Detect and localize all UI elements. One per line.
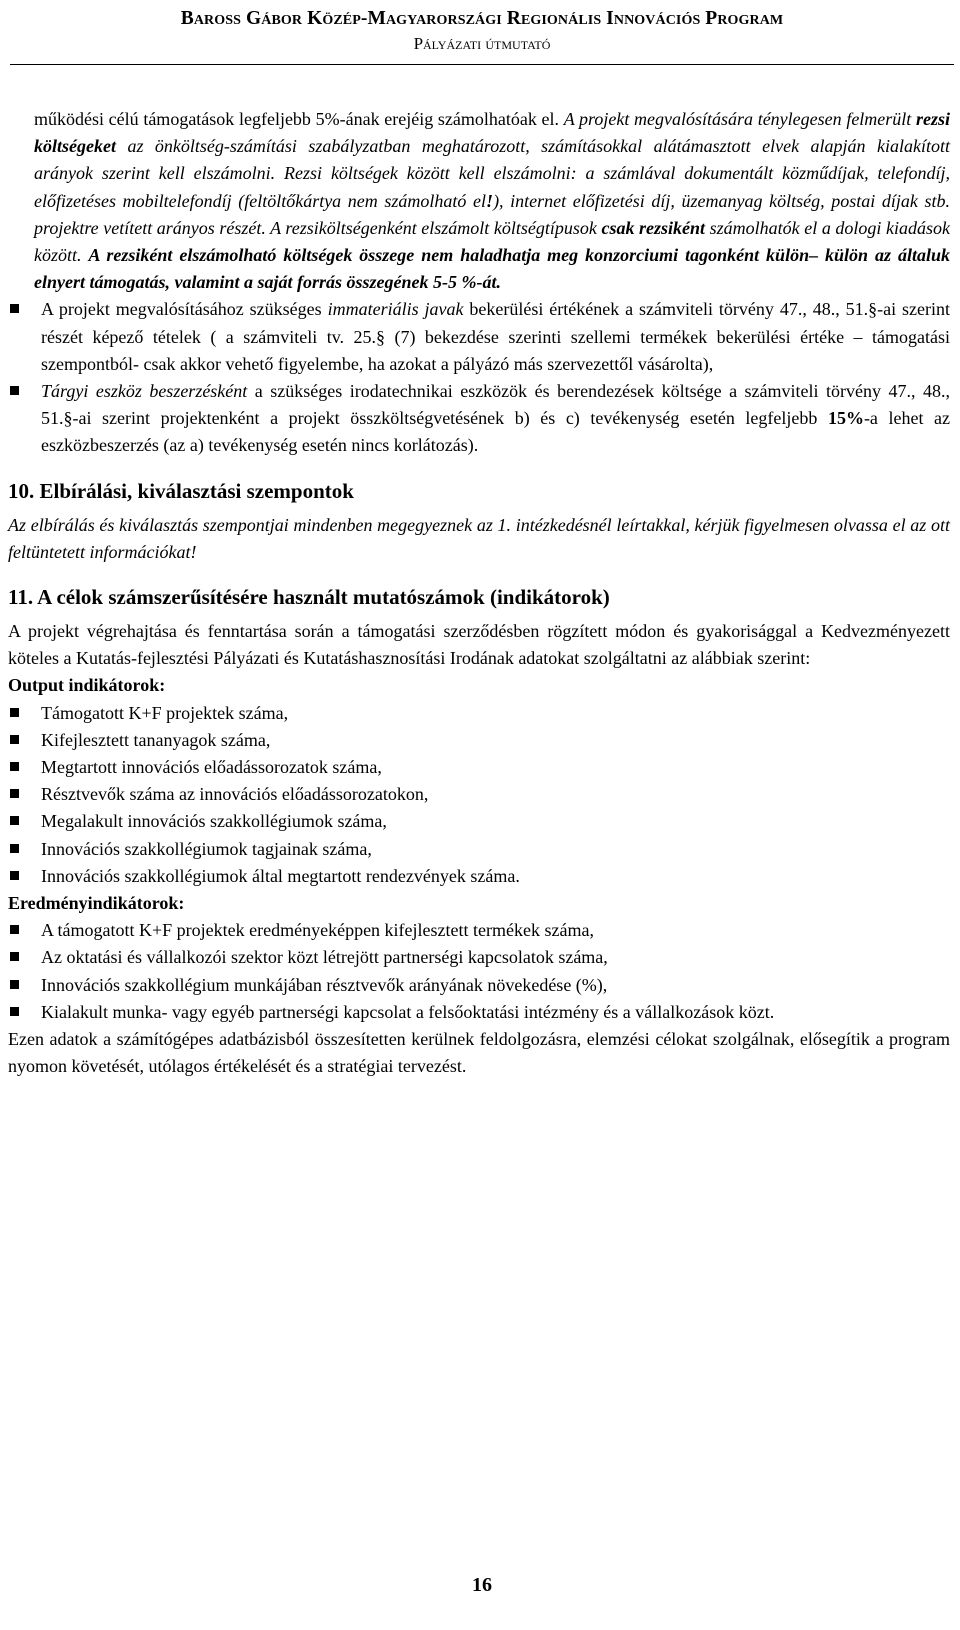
section-11-intro: A projekt végrehajtása és fenntartása során a támogatási szerződésben rögzített módon és gyakorisággal a Kedvezményezett köteles a Kutatás-fejlesztési Pályázati és Kutatáshasznosítási Irodának adatokat szolgáltatni az alábbiak szerint: [8,621,950,669]
section-10-heading: 10. Elbírálási, kiválasztási szempontok [8,478,354,503]
cost-bullet-list [8,296,950,459]
text-run: A projekt megvalósításához szükséges [41,299,328,320]
section-11-heading: 11. A célok számszerűsítésére használt mutatószámok (indikátorok) [8,585,610,610]
text-run: A projekt megvalósítására ténylegesen felmerült [563,109,916,129]
document-page [8,0,956,1630]
list-item: Megalakult innovációs szakkollégiumok száma, [8,808,950,835]
result-indicators-label: Eredményindikátorok: [8,893,185,914]
emphasis-percent: 15% [827,408,864,429]
list-item: Kialakult munka- vagy egyéb partnerségi kapcsolat a felsőoktatási intézmény és a vállalkozások közt. [8,999,950,1026]
list-item: Megtartott innovációs előadássorozatok száma, [8,754,950,781]
text-run: Az elbírálás és kiválasztás szempontjai mindenben megegyeznek az 1. intézkedésnél leírtakkal, kérjük figyelmesen olvassa el az ott feltüntetett információkat! [8,514,950,562]
output-indicator-list [8,700,950,890]
closing-paragraph: Ezen adatok a számítógépes adatbázisból összesítetten kerülnek feldolgozásra, elemzési célokat szolgálnak, elősegítik a program nyomon követését, utólagos értékelését és a stratégiai tervezést. [8,1029,950,1077]
emphasis-overhead-only: csak rezsiként [601,217,706,238]
text-run: -a lehet az eszközbeszerzés (az a) tevékenység esetén nincs korlátozás). [41,408,950,456]
list-item [8,378,950,460]
list-item: Innovációs szakkollégium munkájában résztvevők arányának növekedése (%), [8,972,950,999]
emphasis-exclamation: ! [486,190,494,211]
output-indicators-label: Output indikátorok: [8,675,166,696]
text-run: a szükséges irodatechnikai eszközök és berendezések költsége a számviteli törvény 47., 48., 51.§-ai szerint projektenként a projekt összköltségvetésének b) és c) tevékenység esetén legfeljebb [41,381,950,429]
page-content [8,106,950,1081]
list-item: Innovációs szakkollégiumok által megtartott rendezvények száma. [8,863,950,890]
emphasis-limit: A rezsiként elszámolható költségek összege nem haladhatja meg konzorciumi tagonként külön– külön az általuk elnyert támogatás, valamint a saját forrás összegének 5-5 %-át. [34,245,950,293]
document-subtitle: Pályázati útmutató [413,34,551,53]
text-run: ), internet előfizetési díj, üzemanyag költség, postai díjak stb. projektre vetített arányos részét. A rezsiköltségenként elszámolt költségtípusok [34,190,950,238]
list-item: A támogatott K+F projektek eredményeképpen kifejlesztett termékek száma, [8,917,950,944]
list-item: Innovációs szakkollégiumok tagjainak száma, [8,836,950,863]
emphasis-tangible: Tárgyi eszköz beszerzésként [41,381,248,402]
list-item: Támogatott K+F projektek száma, [8,700,950,727]
text-run: működési célú támogatások legfeljebb 5%-ának erejéig számolhatóak el. [34,109,564,129]
list-item: Kifejlesztett tananyagok száma, [8,727,950,754]
result-indicator-list [8,917,950,1026]
text-run: számolhatók el a dologi kiadások között. [34,217,950,266]
list-item: Az oktatási és vállalkozói szektor közt létrejött partnerségi kapcsolatok száma, [8,944,950,971]
text-run: bekerülési értékének a számviteli törvény 47., 48., 51.§-ai szerint részét képező tételek ( a számviteli tv. 25.§ (7) bekezdése szerinti szellemi termékek bekerülési értéke – támogatási szempontból- csak akkor vehető figyelembe, ha azokat a pályázó más szervezettől vásárolta), [41,299,951,374]
text-run: az önköltség-számítási szabályzatban meghatározott, számításokkal alátámasztott elvek alapján kialakított arányok szerint kell elszámolni. Rezsi költségek között kell elszámolni: a számlával dokumentált közműdíjak, telefondíj, előfizetéses mobiltelefondíj (feltöltőkártya nem számolható el [34,136,950,211]
section-10-text [8,512,950,566]
emphasis-overhead: rezsi költségeket [34,109,950,157]
overhead-cost-paragraph [8,106,950,296]
page-header [10,0,954,65]
list-item: Résztvevők száma az innovációs előadássorozatokon, [8,781,950,808]
list-item [8,296,950,378]
program-title: Baross Gábor Közép-Magyarországi Regionális Innovációs Program [180,8,784,29]
emphasis-intangible: immateriális javak [327,299,464,320]
page-number: 16 [472,1574,492,1596]
